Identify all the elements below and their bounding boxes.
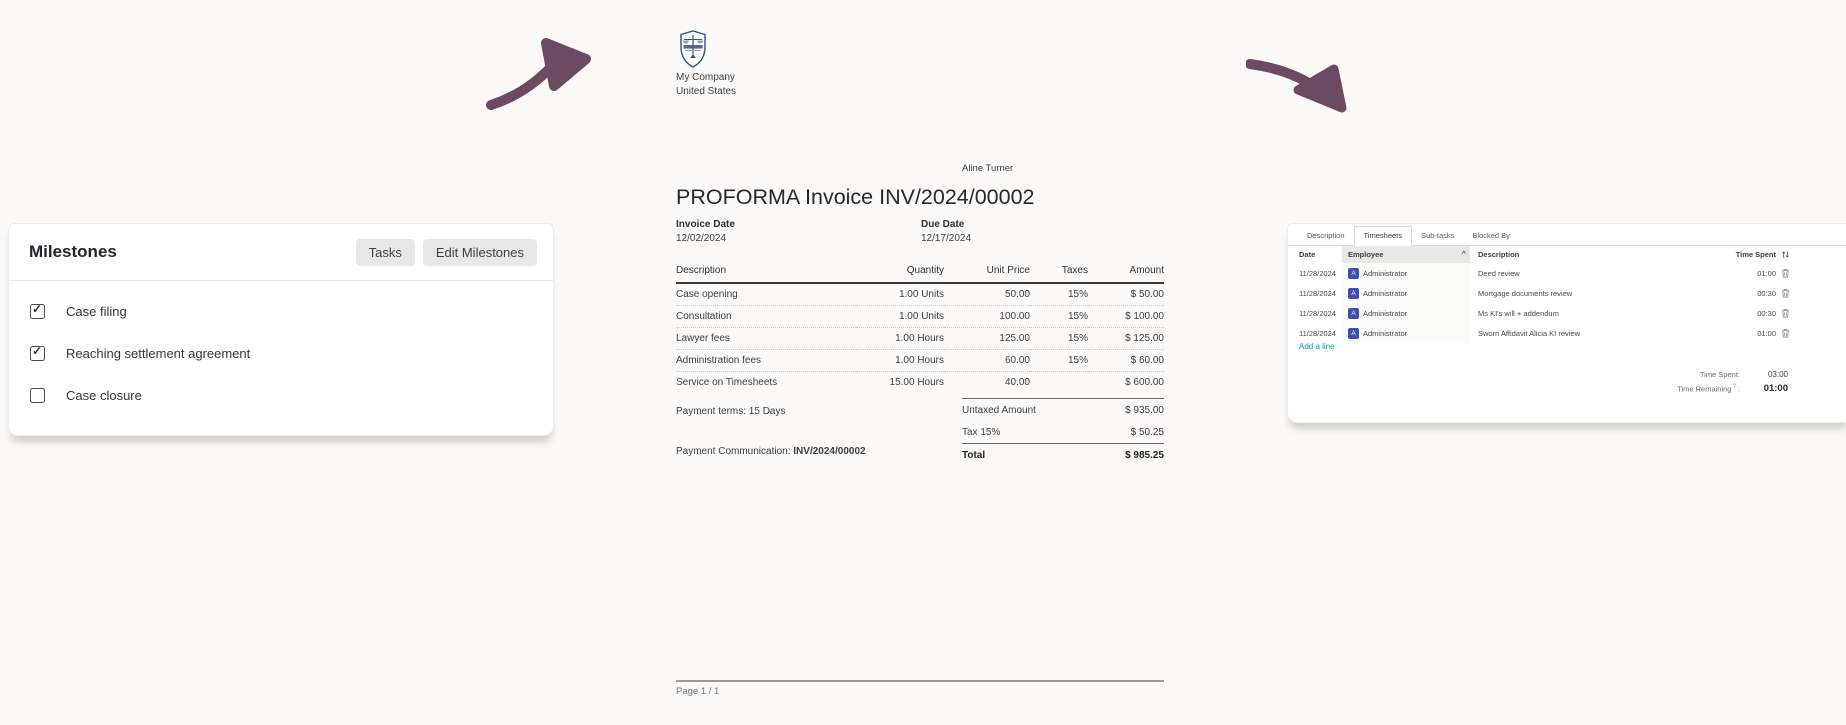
line-description: Consultation	[676, 306, 856, 328]
timesheet-rows	[1288, 263, 1846, 343]
line-description: Case opening	[676, 289, 738, 300]
time-remaining-label: Time Remaining? :	[1677, 383, 1740, 393]
line-taxes: 15%	[1030, 328, 1088, 350]
header-employee[interactable]	[1342, 246, 1470, 263]
timesheet-description: Sworn Affidavit Alicia KI review	[1478, 328, 1580, 338]
employee-avatar: A	[1348, 308, 1359, 319]
milestone-label: Case filing	[66, 303, 127, 319]
line-quantity: 1.00 Units	[856, 306, 944, 328]
total-value: $ 985.25	[1125, 449, 1164, 461]
line-taxes: 15%	[1030, 350, 1088, 372]
line-description: Service on Timesheets	[676, 372, 856, 394]
line-amount: $ 50.00	[1130, 289, 1164, 300]
timesheet-time: 01:00	[1757, 328, 1776, 338]
timesheet-employee-cell	[1342, 303, 1470, 323]
milestone-checkbox[interactable]	[30, 304, 45, 319]
line-amount: $ 60.00	[1088, 350, 1164, 372]
line-unit-price: 50.00	[1004, 289, 1030, 300]
milestone-label: Reaching settlement agreement	[66, 345, 251, 361]
invoice-date-block	[676, 219, 856, 244]
sort-asc-icon: ^	[1461, 251, 1466, 258]
line-amount: $ 600.00	[1088, 372, 1164, 394]
timesheet-description: Mortgage documents review	[1478, 288, 1573, 298]
total-row	[962, 443, 1164, 466]
time-spent-value: 03:00	[1767, 370, 1788, 379]
line-quantity: 1.00 Hours	[856, 350, 944, 372]
delete-row-icon[interactable]	[1776, 308, 1794, 318]
col-unit-price: Unit Price	[944, 261, 1030, 283]
col-amount: Amount	[1088, 261, 1164, 283]
line-amount: $ 125.00	[1088, 328, 1164, 350]
help-icon[interactable]: ?	[1732, 383, 1736, 390]
line-description: Administration fees	[676, 350, 856, 372]
invoice-date-label: Invoice Date	[676, 219, 735, 230]
line-amount: $ 100.00	[1088, 306, 1164, 328]
task-tabs	[1288, 224, 1846, 246]
line-taxes: 15%	[1030, 306, 1088, 328]
milestones-title: Milestones	[29, 242, 117, 261]
col-description: Description	[676, 261, 856, 283]
line-quantity: 1.00 Units	[898, 289, 944, 300]
invoice-line-row	[676, 372, 1164, 394]
delete-row-icon[interactable]	[1776, 288, 1794, 298]
timesheet-date: 11/28/2024	[1299, 328, 1336, 338]
timesheet-description: Ms KI's will + addendum	[1478, 308, 1559, 318]
payment-terms: Payment terms: 15 Days	[676, 406, 786, 417]
due-date-value: 12/17/2024	[921, 233, 972, 244]
total-label: Tax 15%	[962, 426, 1001, 438]
timesheet-time: 00:30	[1757, 288, 1776, 298]
payment-communication	[676, 446, 866, 457]
invoice-line-row	[676, 350, 1164, 372]
timesheet-date: 11/28/2024	[1299, 288, 1336, 298]
employee-name: Administrator	[1363, 288, 1408, 298]
total-value: $ 50.25	[1130, 426, 1164, 438]
time-remaining-value: 01:00	[1763, 383, 1788, 394]
milestone-checkbox[interactable]	[30, 388, 45, 403]
total-value: $ 935.00	[1125, 404, 1164, 416]
line-quantity: 1.00 Hours	[856, 328, 944, 350]
col-taxes: Taxes	[1030, 261, 1088, 283]
total-row	[962, 398, 1164, 421]
header-date[interactable]: Date	[1299, 250, 1316, 259]
company-block	[676, 71, 736, 99]
invoice-table-header	[676, 261, 1164, 283]
timesheet-date: 11/28/2024	[1299, 268, 1336, 278]
line-taxes	[1030, 372, 1088, 394]
employee-avatar: A	[1348, 288, 1359, 299]
edit-milestones-button[interactable]: Edit Milestones	[423, 239, 537, 266]
tasks-button[interactable]: Tasks	[356, 239, 415, 266]
timesheet-employee-cell	[1342, 263, 1470, 283]
invoice-line-row	[676, 328, 1164, 350]
delete-row-icon[interactable]	[1776, 268, 1794, 278]
milestone-item	[9, 374, 553, 416]
line-taxes: 15%	[1067, 289, 1088, 300]
invoice-line-row	[676, 283, 1164, 306]
employee-name: Administrator	[1363, 268, 1408, 278]
header-time-spent[interactable]: Time Spent	[1735, 250, 1776, 259]
milestones-list	[9, 281, 553, 416]
page-number: Page 1 / 1	[676, 686, 720, 697]
invoice-totals	[962, 398, 1164, 466]
delete-row-icon[interactable]	[1776, 328, 1794, 338]
due-date-label: Due Date	[921, 219, 965, 230]
invoice-footer	[676, 680, 1164, 697]
milestones-buttons	[356, 239, 537, 266]
milestone-item	[9, 290, 553, 332]
annotation-arrow-left	[486, 34, 594, 112]
time-spent-label: Time Spent:	[1699, 370, 1740, 379]
employee-name: Administrator	[1363, 308, 1408, 318]
add-a-line-link[interactable]: Add a line	[1299, 342, 1335, 351]
payment-communication-label: Payment Communication:	[676, 446, 791, 457]
timesheet-description: Deed review	[1478, 268, 1520, 278]
timesheet-employee-cell	[1342, 283, 1470, 303]
column-adjust-icon[interactable]	[1776, 250, 1794, 259]
task-tab[interactable]: Description	[1307, 231, 1345, 240]
employee-avatar: A	[1348, 328, 1359, 339]
task-tab[interactable]: Blocked By	[1472, 231, 1510, 240]
line-quantity: 15.00 Hours	[856, 372, 944, 394]
total-label: Total	[962, 449, 986, 461]
invoice-date-value: 12/02/2024	[676, 233, 727, 244]
timesheet-date: 11/28/2024	[1299, 308, 1336, 318]
line-unit-price: 125.00	[944, 328, 1030, 350]
company-name: My Company	[676, 72, 735, 83]
timesheet-employee-cell	[1342, 323, 1470, 343]
invoice-title: PROFORMA Invoice INV/2024/00002	[676, 185, 1035, 209]
line-unit-price: 60.00	[944, 350, 1030, 372]
company-logo-icon	[680, 30, 706, 68]
header-description[interactable]: Description	[1478, 250, 1520, 259]
col-quantity: Quantity	[856, 261, 944, 283]
total-label: Untaxed Amount	[962, 404, 1036, 416]
timesheet-time: 01:00	[1757, 268, 1776, 278]
timesheet-time: 00:30	[1757, 308, 1776, 318]
timesheet-row[interactable]	[1288, 323, 1846, 343]
time-summary	[1677, 370, 1788, 398]
invoice-lines-table	[676, 261, 1164, 393]
timesheet-table-header	[1288, 246, 1846, 263]
invoice-line-row	[676, 306, 1164, 328]
milestone-item	[9, 332, 553, 374]
employee-name: Administrator	[1363, 328, 1408, 338]
customer-name: Aline Turner	[962, 163, 1014, 174]
line-description: Lawyer fees	[676, 328, 856, 350]
timesheet-row[interactable]	[1288, 283, 1846, 303]
milestones-header	[9, 224, 553, 281]
total-row	[962, 421, 1164, 443]
company-country: United States	[676, 86, 737, 97]
annotation-arrow-right	[1246, 56, 1354, 116]
employee-avatar: A	[1348, 268, 1359, 279]
line-unit-price: 40.00	[944, 372, 1030, 394]
header-employee-label: Employee	[1348, 250, 1384, 259]
timesheet-row[interactable]	[1288, 303, 1846, 323]
milestone-checkbox[interactable]	[30, 346, 45, 361]
line-unit-price: 100.00	[944, 306, 1030, 328]
payment-communication-value: INV/2024/00002	[793, 446, 866, 457]
due-date-block	[921, 219, 1101, 244]
task-tab[interactable]: Sub-tasks	[1421, 231, 1455, 240]
task-panel	[1287, 223, 1846, 423]
milestone-label: Case closure	[66, 387, 142, 403]
task-tab[interactable]: Timesheets	[1354, 226, 1413, 246]
milestones-panel	[8, 223, 554, 436]
timesheet-row[interactable]	[1288, 263, 1846, 283]
